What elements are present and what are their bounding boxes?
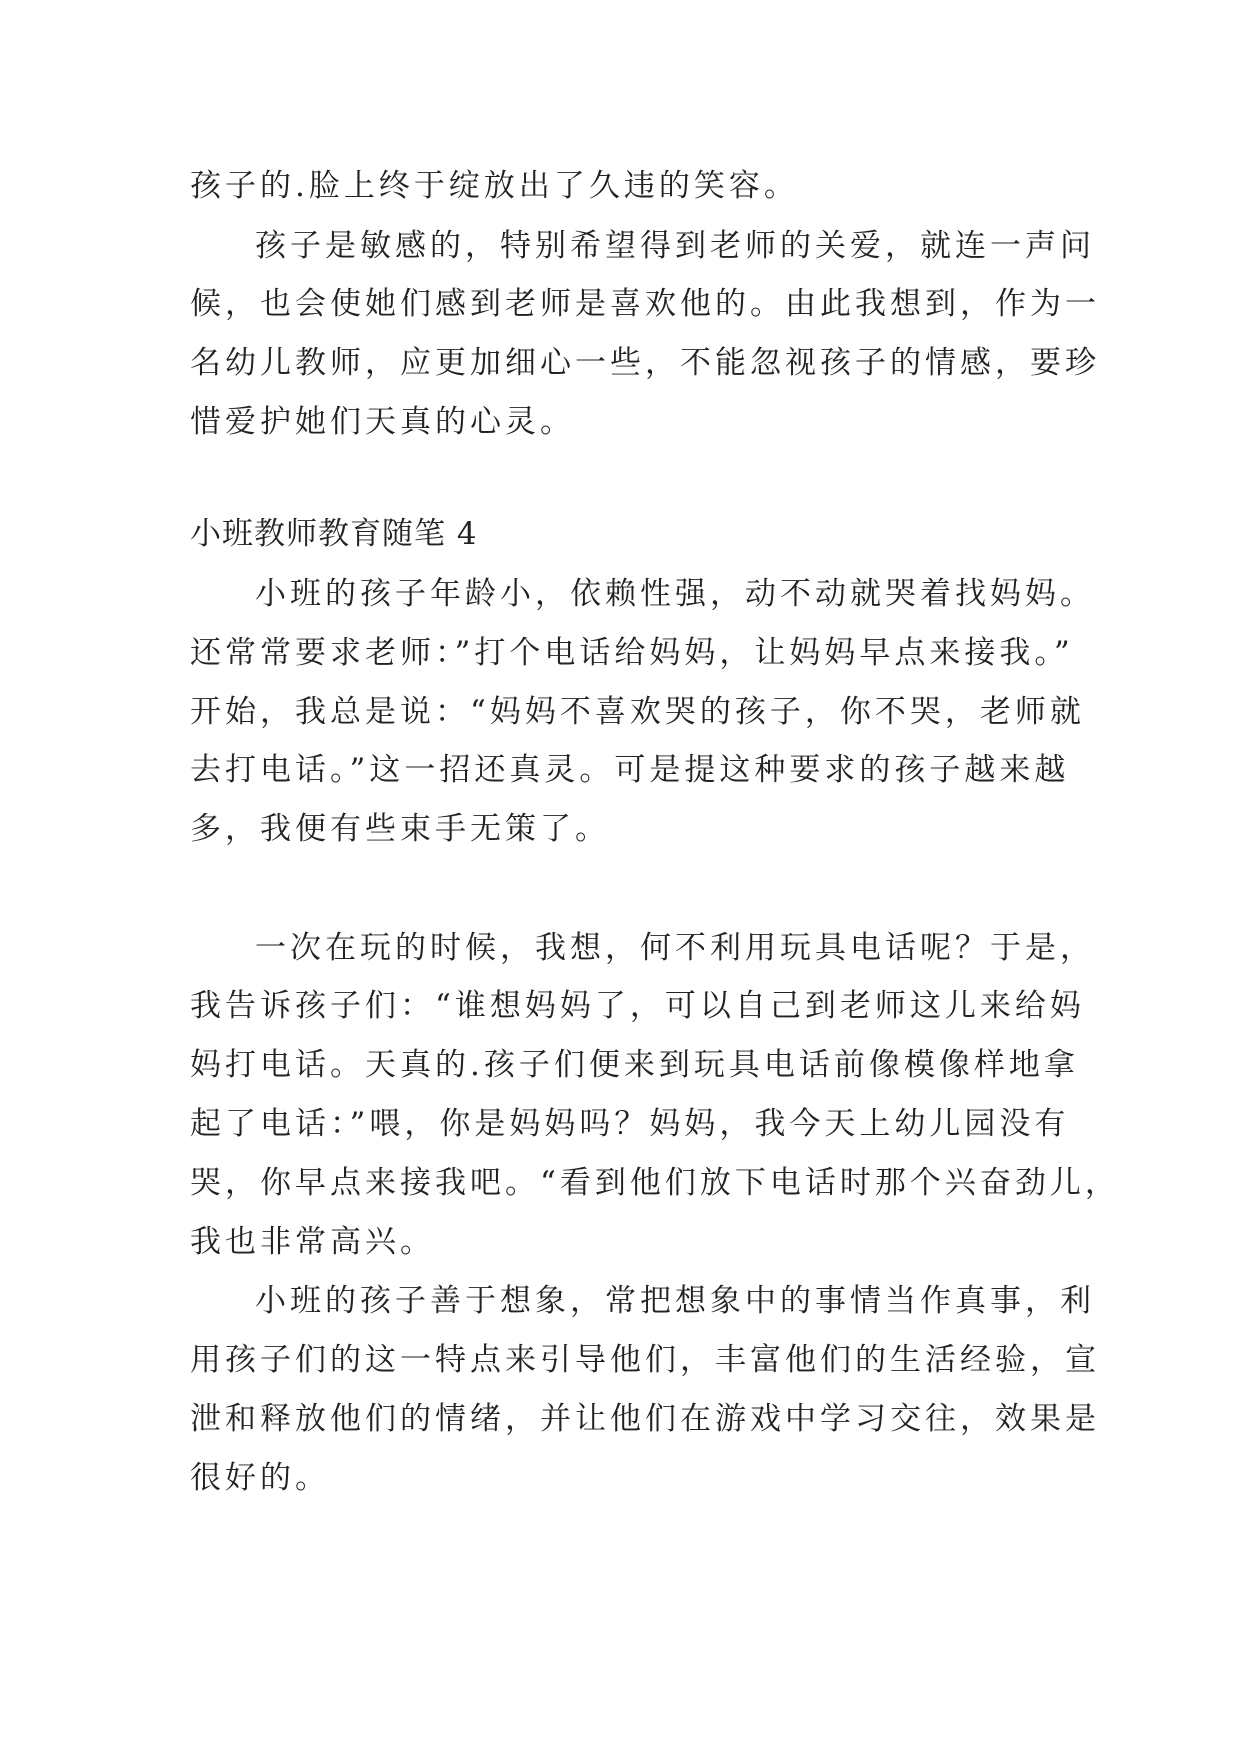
text-line: 起了电话：”喂，你是妈妈吗？妈妈，我今天上幼儿园没有 [190, 1106, 1070, 1142]
paragraph-first-line: 小班的孩子年龄小，依赖性强，动不动就哭着找妈妈。 [255, 576, 1095, 612]
text-line: 妈打电话。天真的.孩子们便来到玩具电话前像模像样地拿 [190, 1047, 1079, 1083]
text-line: 我也非常高兴。 [190, 1224, 435, 1260]
text-line: 我告诉孩子们：“谁想妈妈了，可以自己到老师这儿来给妈 [190, 988, 1085, 1024]
text-line: 孩子的.脸上终于绽放出了久违的笑容。 [190, 168, 799, 204]
text-line: 候，也会使她们感到老师是喜欢他的。由此我想到，作为一 [190, 286, 1100, 322]
section-heading: 小班教师教育随笔 4 [190, 516, 478, 552]
text-line: 很好的。 [190, 1460, 330, 1496]
text-line: 开始，我总是说：“妈妈不喜欢哭的孩子，你不哭，老师就 [190, 694, 1085, 730]
paragraph-first-line: 一次在玩的时候，我想，何不利用玩具电话呢？于是， [255, 930, 1095, 966]
text-line: 哭，你早点来接我吧。“看到他们放下电话时那个兴奋劲儿， [190, 1165, 1120, 1201]
text-line: 名幼儿教师，应更加细心一些，不能忽视孩子的情感，要珍 [190, 345, 1100, 381]
text-line: 惜爱护她们天真的心灵。 [190, 404, 575, 440]
paragraph-first-line: 小班的孩子善于想象，常把想象中的事情当作真事，利 [255, 1283, 1095, 1319]
text-line: 还常常要求老师：”打个电话给妈妈，让妈妈早点来接我。” [190, 635, 1074, 671]
text-line: 去打电话。”这一招还真灵。可是提这种要求的孩子越来越 [190, 752, 1070, 788]
text-line: 泄和释放他们的情绪，并让他们在游戏中学习交往，效果是 [190, 1401, 1100, 1437]
text-line: 多，我便有些束手无策了。 [190, 811, 610, 847]
text-line: 用孩子们的这一特点来引导他们，丰富他们的生活经验，宣 [190, 1342, 1100, 1378]
paragraph-first-line: 孩子是敏感的，特别希望得到老师的关爱，就连一声问 [255, 228, 1095, 264]
